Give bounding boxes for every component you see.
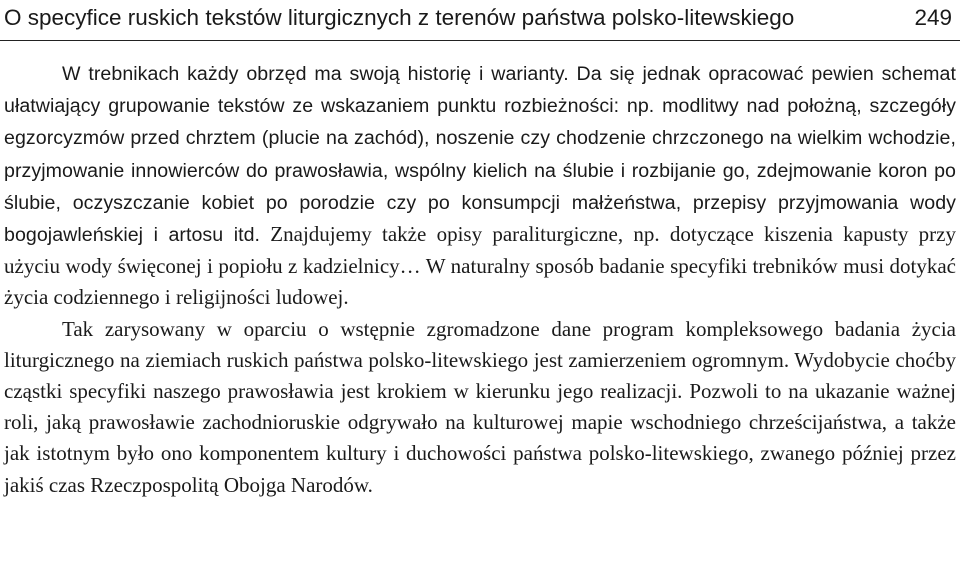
running-head-title: O specyfice ruskich tekstów liturgicznych z terenów państwa polsko-litewskiego [4,5,795,30]
body-text [4,58,956,501]
paragraph-1-sans-run: W trebnikach każdy obrzęd ma swoją historię i warianty. Da się jednak opracować pewien schemat ułatwiający grupowanie tekstów ze wskazaniem punktu rozbieżności: np. modlitwy nad położną, szczegóły egzorcyzmów przed chrztem (plucie na zachód), noszenie czy chodzenie chrzczonego na wielkim wchodzie, przyjmowanie innowierców do prawosławia, wspólny kielich na ślubie i rozbijanie go, zdejmowanie koron po ślubie, oczyszczanie kobiet po porodzie czy po konsumpcji małżeństwa, przepisy przyjmowania wody bogojawleńskiej i artosu itd. [4,63,956,247]
paragraph-1 [4,58,956,314]
paragraph-2: Tak zarysowany w oparciu o wstępnie zgromadzone dane program kompleksowego badania życia liturgicznego na ziemiach ruskich państwa polsko-litewskiego jest zamierzeniem ogromnym. Wydobycie choćby cząstki specyfiki naszego prawosławia jest krokiem w kierunku jego realizacji. Pozwoli to na ukazanie ważnej roli, jaką prawosławie zachodnioruskie odgrywało na kulturowej mapie wschodniego chrześcijaństwa, a także jak istotnym było ono komponentem kultury i duchowości państwa polsko-litewskiego, zwanego później przez jakiś czas Rzeczpospolitą Obojga Narodów. [4,316,956,497]
header-rule [0,40,960,41]
paragraph-1-serif-run: Znajdujemy także opisy paraliturgiczne, np. dotyczące kiszenia kapusty przy użyciu wody święconej i popiołu z kadzielnicy… W naturalny sposób badanie specyfiki trebników musi dotykać życia codziennego i religijności ludowej. [4,222,956,310]
page-number: 249 [914,5,952,30]
running-head [4,3,952,33]
